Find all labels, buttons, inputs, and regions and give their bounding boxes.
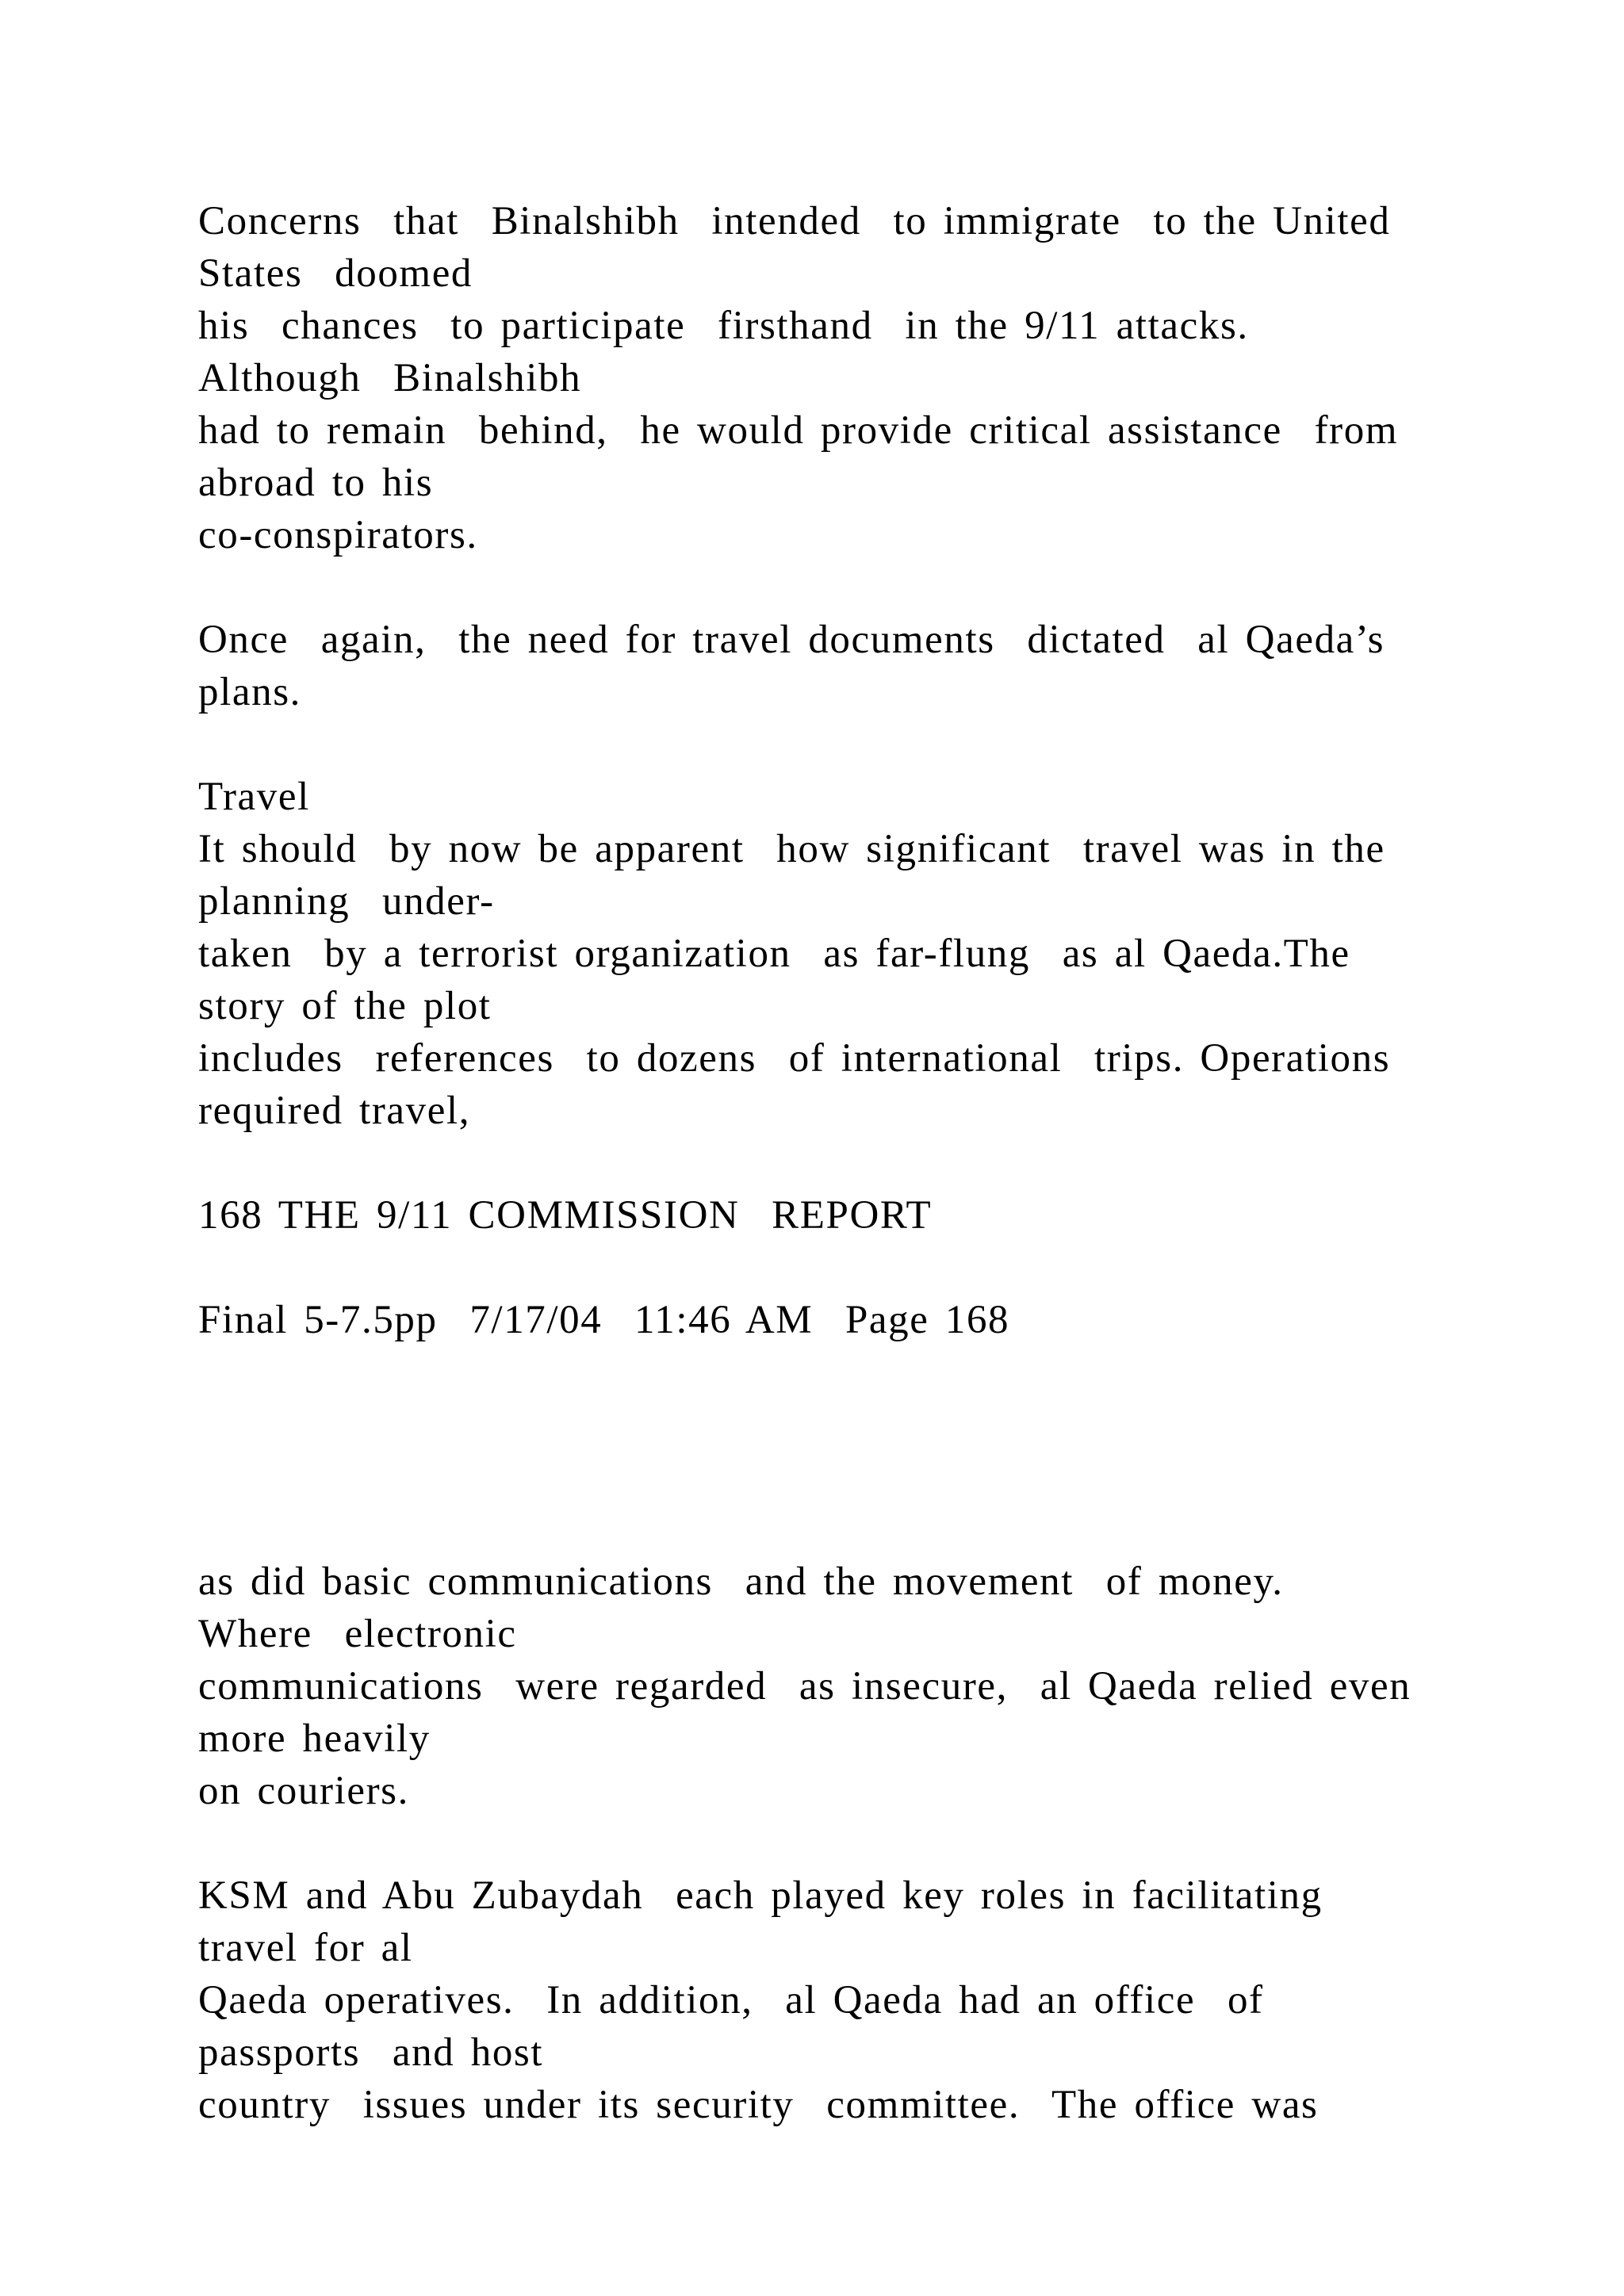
paragraph-ksm-zubaydah bbox=[198, 1869, 1507, 2131]
text-line: taken by a terrorist organization as far-flung as al Qaeda.The bbox=[198, 932, 1350, 976]
text-line: his chances to participate firsthand in the 9/11 attacks. bbox=[198, 304, 1249, 348]
section-heading: Travel bbox=[198, 775, 310, 819]
print-slug: Final 5-7.5pp 7/17/04 11:46 AM Page 168 bbox=[198, 1298, 1010, 1342]
paragraph-spacer bbox=[198, 1242, 1507, 1294]
text-line: States doomed bbox=[198, 251, 473, 296]
text-line: communications were regarded as insecure, al Qaeda relied even bbox=[198, 1664, 1411, 1709]
text-line: It should by now be apparent how significant travel was in the bbox=[198, 827, 1385, 871]
text-line: Although Binalshibh bbox=[198, 356, 582, 400]
text-line: Concerns that Binalshibh intended to immigrate to the United bbox=[198, 199, 1391, 243]
text-line: as did basic communications and the movement of money. bbox=[198, 1559, 1284, 1604]
text-line: Where electronic bbox=[198, 1612, 517, 1656]
paragraph-communications bbox=[198, 1556, 1507, 1817]
text-line: Qaeda operatives. In addition, al Qaeda had an office of bbox=[198, 1978, 1264, 2022]
section-travel bbox=[198, 771, 1507, 1137]
text-line: travel for al bbox=[198, 1926, 413, 1970]
text-line: had to remain behind, he would provide critical assistance from bbox=[198, 408, 1399, 453]
text-line: co-conspirators. bbox=[198, 513, 478, 557]
document-body bbox=[198, 195, 1507, 2131]
paragraph-travel-documents bbox=[198, 614, 1507, 718]
text-line: plans. bbox=[198, 670, 302, 714]
text-line: story of the plot bbox=[198, 984, 492, 1028]
running-footer: 168 THE 9/11 COMMISSION REPORT bbox=[198, 1193, 933, 1238]
paragraph-binalshibh-concerns bbox=[198, 195, 1507, 561]
text-line: more heavily bbox=[198, 1716, 431, 1761]
paragraph-spacer bbox=[198, 1817, 1507, 1869]
text-line: abroad to his bbox=[198, 461, 434, 505]
text-line: planning under- bbox=[198, 879, 495, 924]
text-line: KSM and Abu Zubaydah each played key roles in facilitating bbox=[198, 1873, 1323, 1918]
paragraph-spacer bbox=[198, 1137, 1507, 1189]
paragraph-spacer bbox=[198, 718, 1507, 771]
text-line: on couriers. bbox=[198, 1769, 409, 1813]
text-line: required travel, bbox=[198, 1089, 471, 1133]
text-line: includes references to dozens of international trips. Operations bbox=[198, 1036, 1391, 1081]
text-line: country issues under its security committee. The office was bbox=[198, 2083, 1319, 2127]
paragraph-spacer bbox=[198, 561, 1507, 614]
page-break-gap bbox=[198, 1346, 1507, 1556]
text-line: passports and host bbox=[198, 2030, 544, 2075]
text-line: Once again, the need for travel documents dictated al Qaeda’s bbox=[198, 618, 1385, 662]
